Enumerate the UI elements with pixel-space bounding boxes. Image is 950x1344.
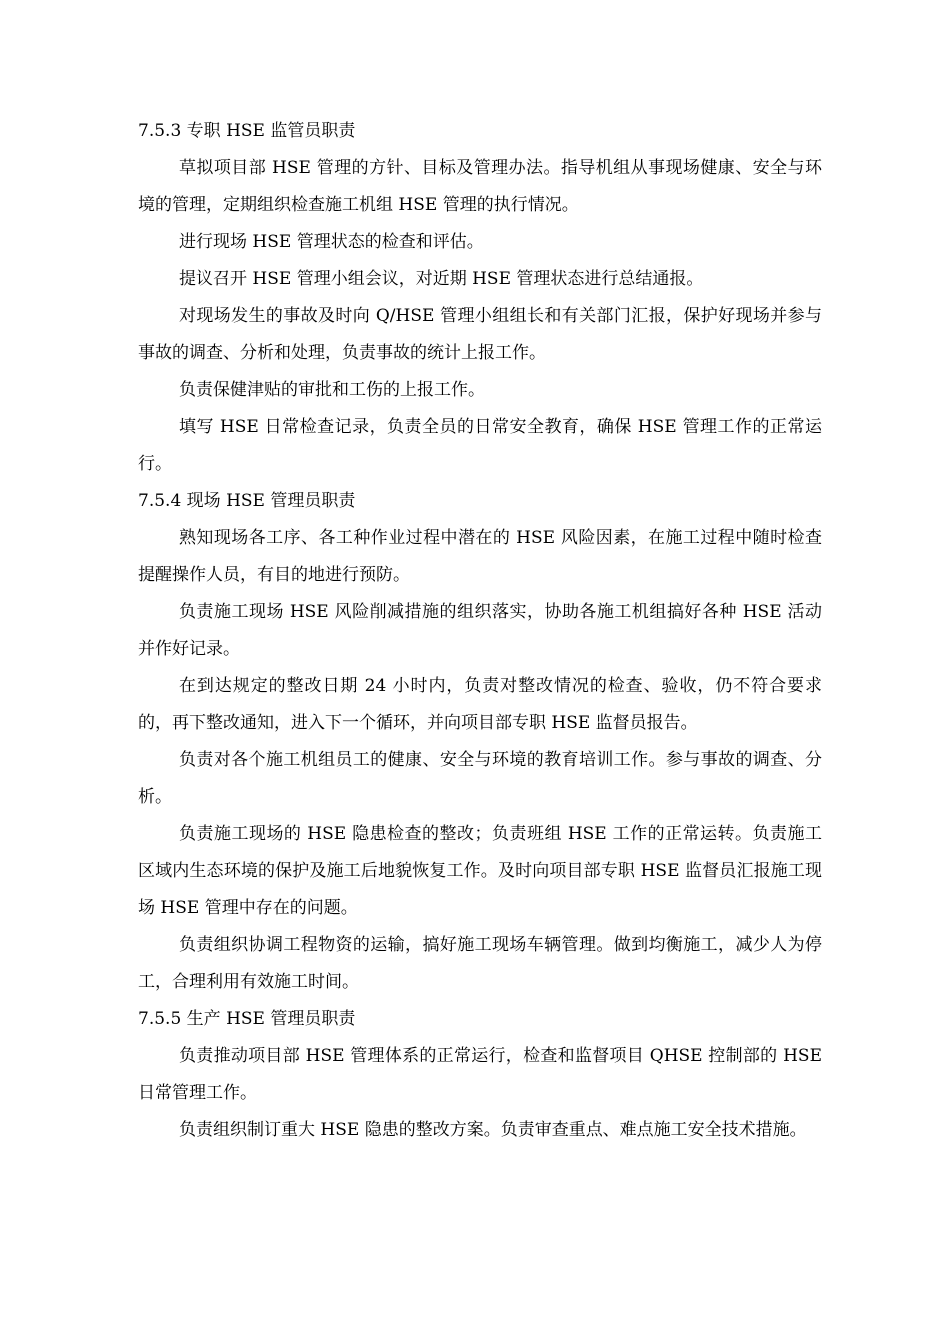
section-heading: 7.5.3 专职 HSE 监管员职责 [138, 121, 356, 141]
paragraph: 负责施工现场的 HSE 隐患检查的整改；负责班组 HSE 工作的正常运转。负责施工区域内生态环境的保护及施工后地貌恢复工作。及时向项目部专职 HSE 监督员汇报施工现场 HSE 管理中存在的问题。 [138, 824, 822, 918]
paragraph: 负责保健津贴的审批和工伤的上报工作。 [179, 380, 485, 400]
paragraph: 负责组织制订重大 HSE 隐患的整改方案。负责审查重点、难点施工安全技术措施。 [179, 1120, 807, 1140]
paragraph: 填写 HSE 日常检查记录，负责全员的日常安全教育，确保 HSE 管理工作的正常运行。 [138, 417, 822, 474]
paragraph: 在到达规定的整改日期 24 小时内，负责对整改情况的检查、验收，仍不符合要求的，再下整改通知，进入下一个循环，并向项目部专职 HSE 监督员报告。 [138, 676, 822, 733]
section-7-5-3 [138, 113, 822, 483]
section-7-5-4 [138, 483, 822, 1001]
paragraph: 负责对各个施工机组员工的健康、安全与环境的教育培训工作。参与事故的调查、分析。 [138, 750, 822, 807]
paragraph: 进行现场 HSE 管理状态的检查和评估。 [179, 232, 484, 252]
paragraph: 负责组织协调工程物资的运输，搞好施工现场车辆管理。做到均衡施工，减少人为停工，合理利用有效施工时间。 [138, 935, 822, 992]
section-heading: 7.5.4 现场 HSE 管理员职责 [138, 491, 356, 511]
paragraph: 对现场发生的事故及时向 Q/HSE 管理小组组长和有关部门汇报，保护好现场并参与事故的调查、分析和处理，负责事故的统计上报工作。 [138, 306, 822, 363]
paragraph: 熟知现场各工序、各工种作业过程中潜在的 HSE 风险因素，在施工过程中随时检查提醒操作人员，有目的地进行预防。 [138, 528, 822, 585]
paragraph: 草拟项目部 HSE 管理的方针、目标及管理办法。指导机组从事现场健康、安全与环境的管理，定期组织检查施工机组 HSE 管理的执行情况。 [138, 158, 822, 215]
paragraph: 负责推动项目部 HSE 管理体系的正常运行，检查和监督项目 QHSE 控制部的 HSE 日常管理工作。 [138, 1046, 822, 1103]
section-7-5-5 [138, 1001, 822, 1149]
paragraph: 负责施工现场 HSE 风险削减措施的组织落实，协助各施工机组搞好各种 HSE 活动并作好记录。 [138, 602, 822, 659]
section-heading: 7.5.5 生产 HSE 管理员职责 [138, 1009, 356, 1029]
document-page [138, 113, 822, 1149]
paragraph: 提议召开 HSE 管理小组会议，对近期 HSE 管理状态进行总结通报。 [179, 269, 704, 289]
